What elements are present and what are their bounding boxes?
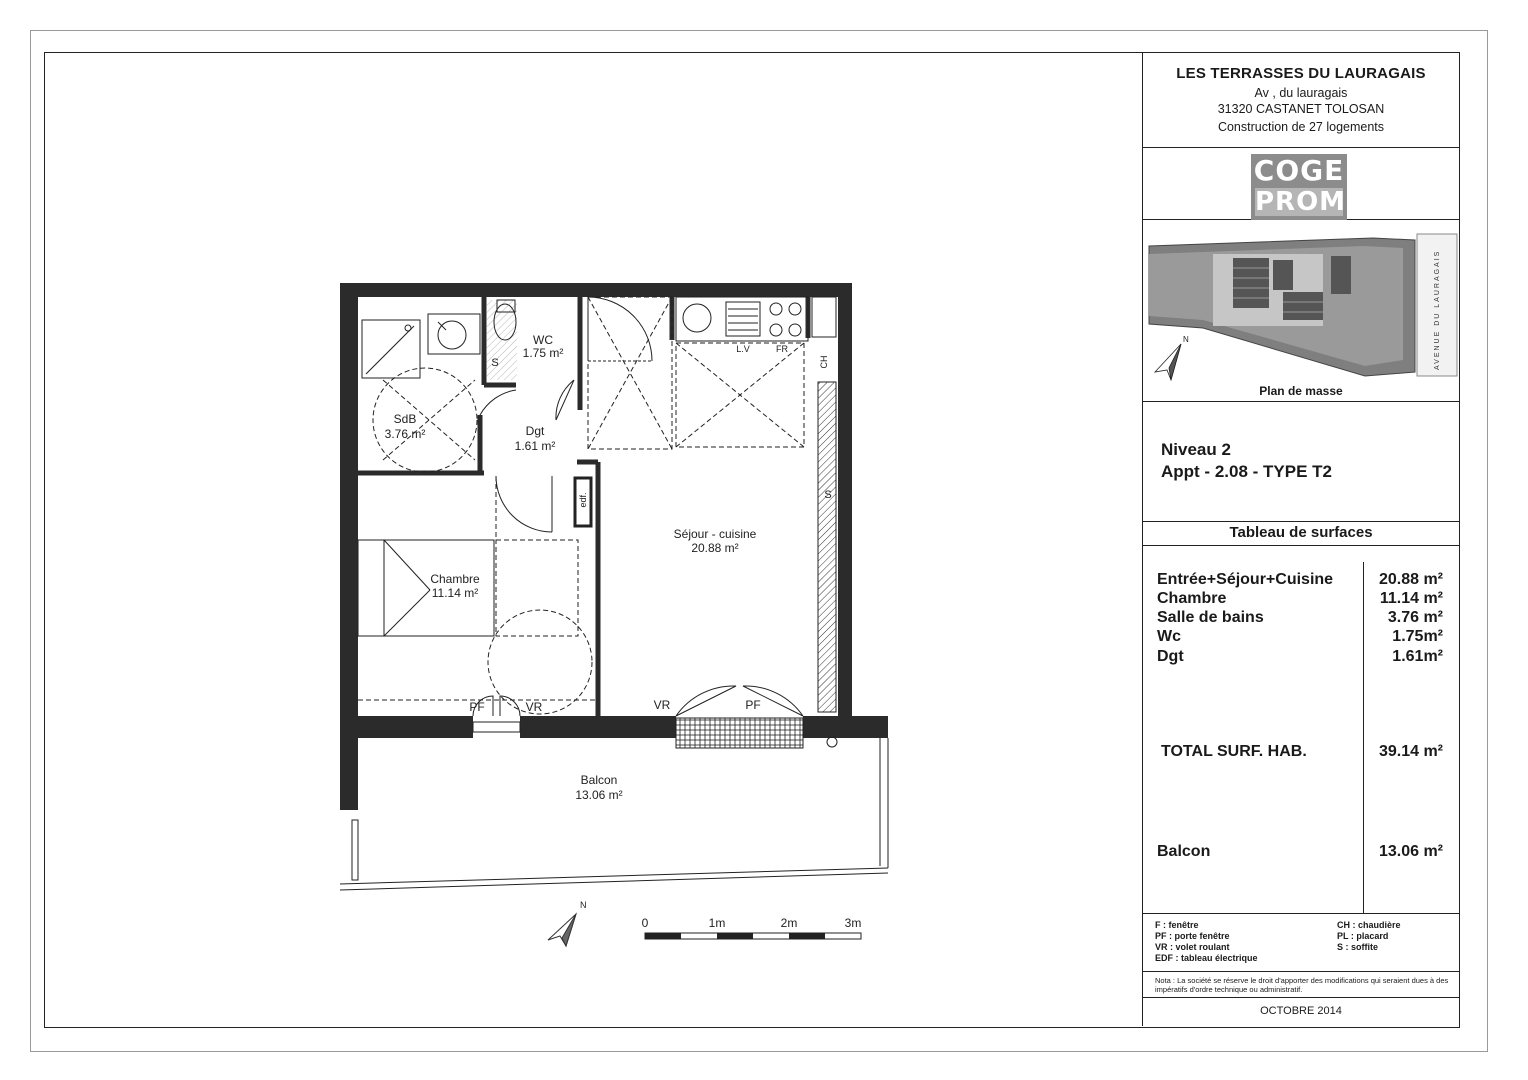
chambre-name: Chambre [430, 572, 480, 586]
surfaces-title: Tableau de surfaces [1143, 522, 1459, 546]
scale-tick-0: 0 [641, 916, 649, 930]
wc-area: 1.75 m² [522, 346, 564, 360]
svg-text:N: N [580, 900, 587, 910]
site-plan-block [1143, 220, 1459, 402]
frigo-label: FR [776, 344, 788, 354]
balcon-area: 13.06 m² [575, 788, 623, 802]
surface-row: Entrée+Séjour+Cuisine 20.88 m² [1157, 571, 1443, 588]
level-title: Niveau 2 [1161, 440, 1231, 459]
street-label: AVENUE DU LAURAGAIS [1434, 249, 1441, 370]
surface-row: Chambre 11.14 m² [1157, 590, 1443, 607]
sejour-area: 20.88 m² [691, 541, 739, 555]
project-name: LES TERRASSES DU LAURAGAIS [1176, 65, 1426, 82]
lave-vaisselle-label: L.V [736, 344, 750, 354]
legend-block [1143, 914, 1459, 972]
site-plan-caption: Plan de masse [1259, 384, 1343, 398]
pf-label-chambre: PF [469, 700, 485, 714]
site-north-arrow-icon [1155, 335, 1189, 380]
project-header [1143, 52, 1459, 148]
sdb-name: SdB [393, 412, 417, 426]
scale-tick-1: 1m [708, 916, 726, 930]
site-plan [1143, 220, 1459, 402]
disclaimer-note: Nota : La société se réserve le droit d'apporter des modifications qui seraient dues à des impératifs d'ordre technique ou administratif. [1155, 976, 1449, 994]
title-block [1142, 52, 1459, 1026]
ch-label: CH [819, 355, 829, 369]
scale-tick-2: 2m [780, 916, 798, 930]
soffite-label-sejour: S [824, 489, 832, 501]
project-address-1: Av , du lauragais [1254, 86, 1348, 100]
date: OCTOBRE 2014 [1260, 1005, 1342, 1017]
wc-name: WC [533, 333, 553, 347]
exterior-walls [340, 283, 888, 810]
balcon-name: Balcon [580, 773, 618, 787]
vr-label-sejour: VR [653, 698, 671, 712]
pf-label-sejour: PF [745, 698, 761, 712]
project-description: Construction de 27 logements [1217, 120, 1385, 134]
symbol-labels [469, 344, 831, 714]
sejour-name: Séjour - cuisine [673, 527, 757, 541]
surface-row: Dgt 1.61m² [1157, 648, 1443, 665]
chambre-area: 11.14 m² [431, 586, 479, 600]
edf-label: edf. [578, 492, 588, 508]
legend-left: F : fenêtre PF : porte fenêtre VR : volet roulant EDF : tableau électrique [1155, 920, 1258, 963]
level-block [1143, 402, 1459, 522]
project-address-2: 31320 CASTANET TOLOSAN [1217, 102, 1385, 116]
dgt-area: 1.61 m² [514, 439, 556, 453]
total-row: TOTAL SURF. HAB. 39.14 m² [1161, 743, 1443, 760]
sdb-area: 3.76 m² [384, 427, 426, 441]
surface-row: Wc 1.75m² [1157, 628, 1443, 645]
surface-row: Salle de bains 3.76 m² [1157, 609, 1443, 626]
vr-label-chambre: VR [525, 700, 543, 714]
svg-text:N: N [1183, 335, 1189, 344]
scale-bar [642, 916, 862, 939]
north-arrow-icon [548, 900, 587, 946]
cogeprom-logo: COGE PROM [1251, 154, 1347, 220]
balcony-row: Balcon 13.06 m² [1157, 843, 1443, 860]
dgt-name: Dgt [525, 424, 545, 438]
soffite-label-wc: S [491, 357, 499, 369]
apartment-type: Appt - 2.08 - TYPE T2 [1161, 462, 1332, 481]
scale-tick-3: 3m [844, 916, 862, 930]
legend-right: CH : chaudière PL : placard S : soffite [1337, 920, 1401, 952]
